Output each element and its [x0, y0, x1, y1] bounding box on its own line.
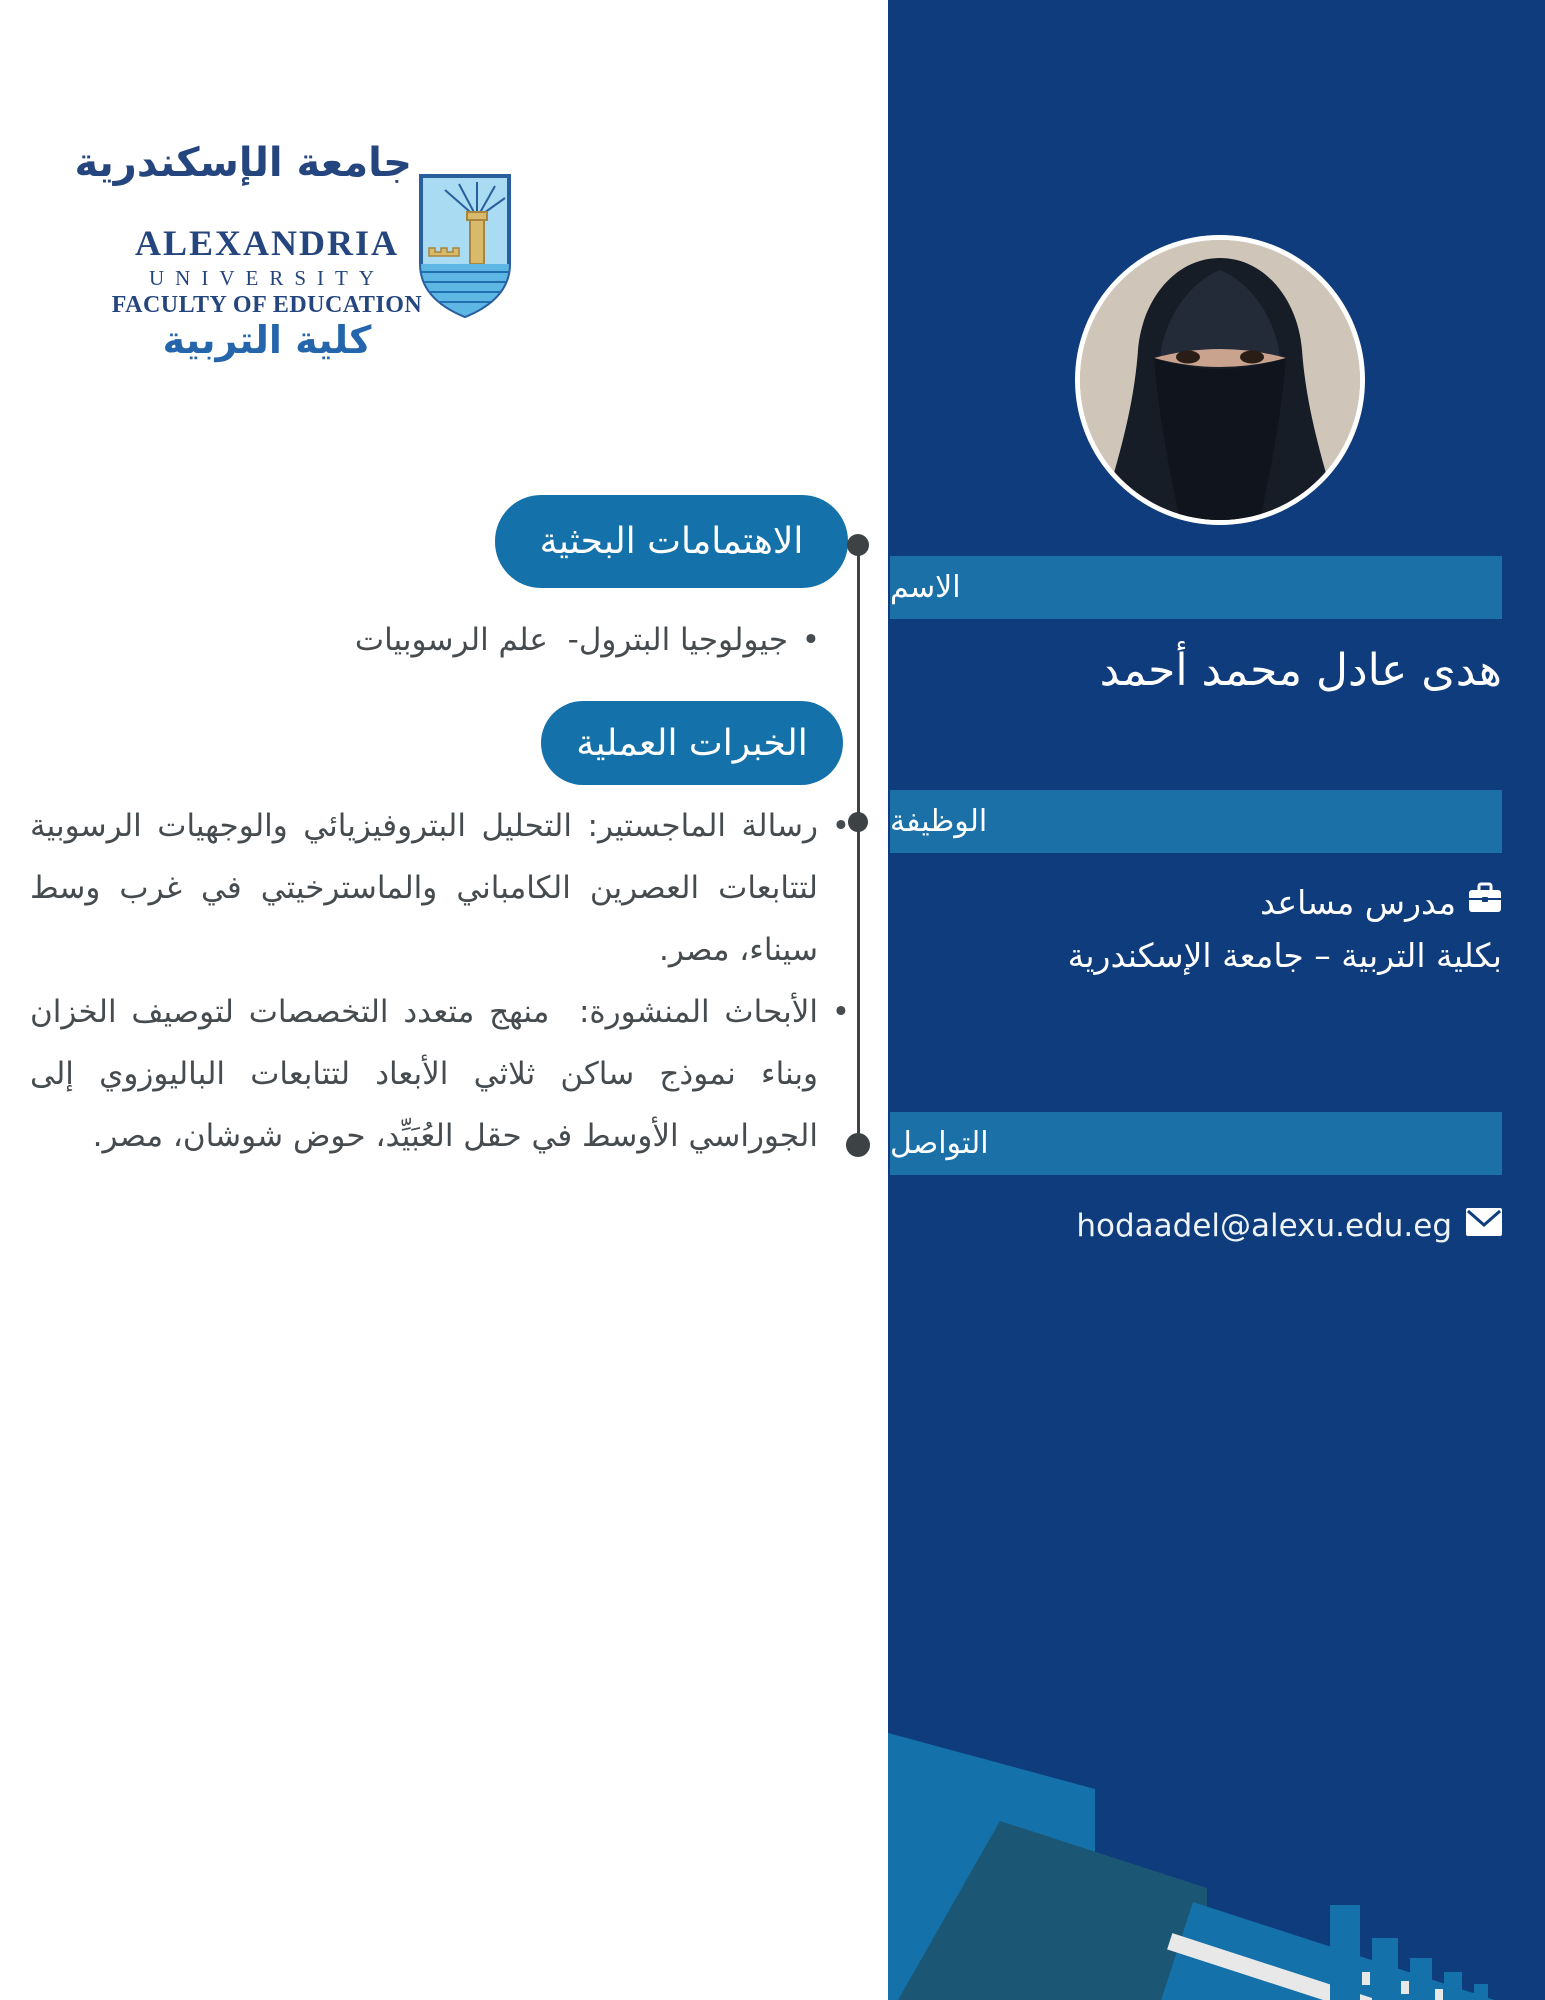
section-title: الاهتمامات البحثية [539, 521, 804, 562]
decorative-bar [1372, 1938, 1398, 2000]
header-label: الاسم [890, 570, 961, 605]
logo-university: UNIVERSITY [149, 266, 385, 290]
logo-arabic-calligraphy: جامعة الإسكندرية [74, 140, 412, 186]
decorative-bar [1444, 1972, 1462, 2000]
decorative-footer-shapes [888, 1630, 1545, 2000]
sidebar [888, 0, 1545, 2000]
job-organization: بكلية التربية – جامعة الإسكندرية [1067, 936, 1502, 975]
logo-faculty: FACULTY OF EDUCATION [111, 292, 423, 318]
logo-faculty-arabic: كلية التربية [162, 318, 372, 362]
experience-list [30, 795, 852, 1167]
header-label: التواصل [890, 1126, 989, 1161]
briefcase-icon [1468, 876, 1502, 929]
profile-photo [1075, 235, 1365, 525]
name-section-header [890, 556, 1502, 619]
header-label: الوظيفة [890, 804, 988, 839]
job-info [1068, 876, 1502, 982]
research-interests-list [200, 612, 822, 668]
university-logo [74, 140, 512, 375]
section-experience [541, 701, 843, 785]
timeline-line [857, 545, 860, 1145]
email-address[interactable]: hodaadel@alexu.edu.eg [1076, 1208, 1452, 1244]
timeline-dot-icon [846, 1133, 870, 1157]
person-name: هدى عادل محمد أحمد [1099, 645, 1502, 696]
logo-alexandria: ALEXANDRIA [134, 223, 400, 263]
section-title: الخبرات العملية [576, 722, 808, 764]
lighthouse-shield-icon [415, 168, 515, 327]
decorative-bar [1410, 1958, 1432, 2000]
decorative-bar [1474, 1984, 1488, 2000]
list-item: • الأبحاث المنشورة: منهج متعدد التخصصات لتوصيف الخزان وبناء نموذج ساكن ثلاثي الأبعاد لتتابعات الباليوزوي إلى الجوراسي الأوسط في حقل العُبَيِّد، حوض شوشان، مصر. [30, 981, 852, 1167]
job-title: مدرس مساعد [1260, 883, 1456, 922]
timeline-dot-icon [847, 534, 869, 556]
decorative-chip [1401, 1981, 1409, 1994]
section-research-interests [495, 495, 848, 588]
job-section-header [890, 790, 1502, 853]
envelope-icon[interactable] [1466, 1208, 1502, 1244]
decorative-bar [1330, 1905, 1360, 2000]
contact-section-header [890, 1112, 1502, 1175]
decorative-chip [1362, 1972, 1370, 1985]
decorative-chip [1435, 1989, 1443, 2000]
list-item: • رسالة الماجستير: التحليل البتروفيزيائي والوجهيات الرسوبية لتتابعات العصرين الكامباني والماسترخيتي في غرب وسط سيناء، مصر. [30, 795, 852, 981]
list-item: • جيولوجيا البترول- علم الرسوبيات [200, 612, 822, 668]
email-row[interactable] [1076, 1208, 1502, 1244]
timeline-dot-icon [848, 812, 868, 832]
